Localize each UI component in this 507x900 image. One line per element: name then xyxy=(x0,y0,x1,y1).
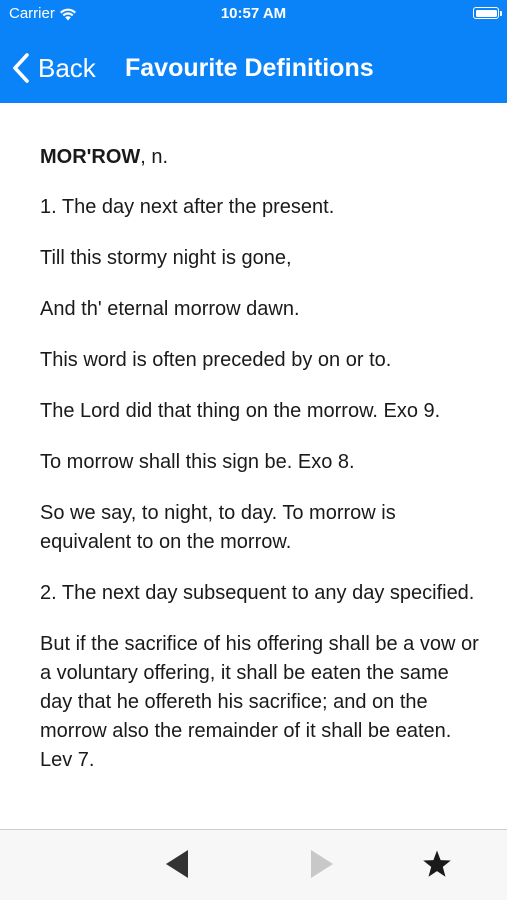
definition-paragraph: To morrow shall this sign be. Exo 8. xyxy=(40,451,355,473)
definition-paragraph: And th' eternal morrow dawn. xyxy=(40,298,300,320)
back-label: Back xyxy=(38,52,96,83)
star-icon xyxy=(422,849,452,879)
previous-button[interactable] xyxy=(157,844,197,884)
battery-icon xyxy=(473,7,499,19)
definition-paragraph: Till this stormy night is gone, xyxy=(40,247,292,269)
definition-paragraph: This word is often preceded by on or to. xyxy=(40,349,392,371)
triangle-right-icon xyxy=(309,848,335,880)
definition-paragraph: But if the sacrifice of his offering shall be a vow or a voluntary offering, it shall be eaten the same day that he offereth his sacrifice; and on the morrow also the remainder of it shall be eaten. Lev 7. xyxy=(40,633,479,771)
back-button[interactable] xyxy=(12,50,96,86)
definition-paragraph: 2. The next day subsequent to any day specified. xyxy=(40,582,475,604)
chevron-left-icon xyxy=(12,52,30,84)
top-bar xyxy=(0,0,507,103)
definition-headword-line xyxy=(40,143,480,172)
navigation-bar xyxy=(0,42,507,96)
battery-fill xyxy=(476,10,497,17)
definition-paragraph: So we say, to night, to day. To morrow is equivalent to on the morrow. xyxy=(40,502,396,553)
definition-content xyxy=(40,143,480,797)
headword: MOR'ROW xyxy=(40,146,141,168)
status-time: 10:57 AM xyxy=(220,5,287,22)
carrier-label: Carrier xyxy=(9,5,55,22)
status-bar xyxy=(0,0,507,28)
part-of-speech: , n. xyxy=(140,146,169,168)
definition-paragraph: The Lord did that thing on the morrow. Exo 9. xyxy=(40,400,441,422)
definition-paragraph: 1. The day next after the present. xyxy=(40,196,335,218)
page-title: Favourite Definitions xyxy=(125,54,374,82)
favourite-button[interactable] xyxy=(417,844,457,884)
next-button[interactable] xyxy=(302,844,342,884)
bottom-toolbar xyxy=(0,829,507,900)
triangle-left-icon xyxy=(164,848,190,880)
